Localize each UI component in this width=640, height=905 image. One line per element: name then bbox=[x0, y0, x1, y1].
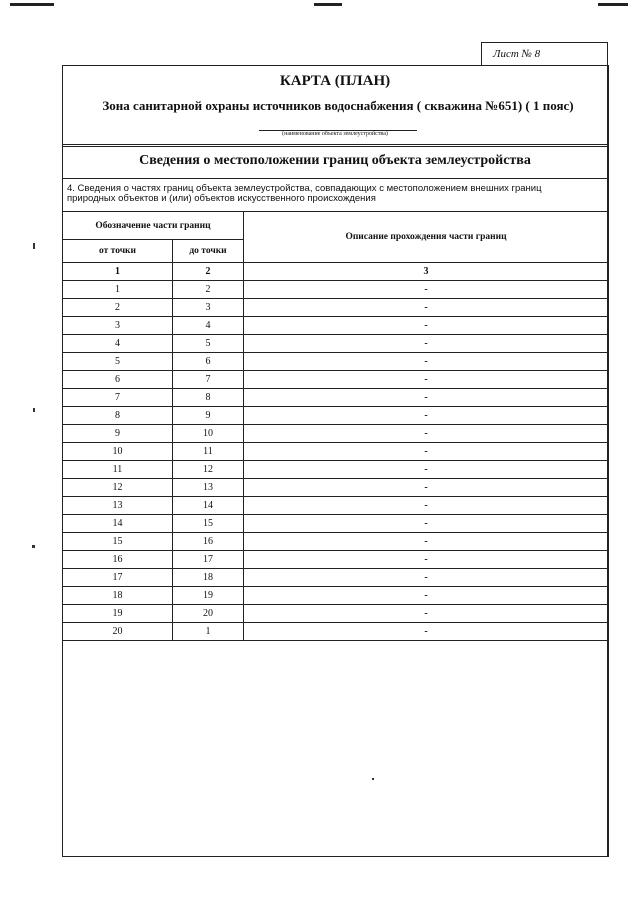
scan-mark-left bbox=[10, 3, 54, 6]
to-point-cell: 10 bbox=[173, 425, 244, 443]
column-number: 2 bbox=[173, 263, 244, 281]
from-point-cell: 19 bbox=[63, 605, 173, 623]
scan-speck bbox=[372, 778, 374, 780]
to-point-cell: 8 bbox=[173, 389, 244, 407]
to-point-cell: 9 bbox=[173, 407, 244, 425]
from-point-cell: 5 bbox=[63, 353, 173, 371]
sheet-number-box bbox=[481, 42, 608, 66]
from-point-cell: 9 bbox=[63, 425, 173, 443]
from-point-cell: 4 bbox=[63, 335, 173, 353]
description-cell: - bbox=[244, 533, 609, 551]
description-cell: - bbox=[244, 281, 609, 299]
from-point-cell: 8 bbox=[63, 407, 173, 425]
object-caption: (наименование объекта землеустройства) bbox=[282, 131, 388, 137]
to-point-cell: 1 bbox=[173, 623, 244, 641]
from-point-cell: 12 bbox=[63, 479, 173, 497]
from-point-cell: 1 bbox=[63, 281, 173, 299]
description-cell: - bbox=[244, 317, 609, 335]
to-point-cell: 11 bbox=[173, 443, 244, 461]
table-row bbox=[63, 371, 609, 389]
scan-speck bbox=[32, 545, 35, 548]
from-point-cell: 20 bbox=[63, 623, 173, 641]
to-point-cell: 19 bbox=[173, 587, 244, 605]
table-row bbox=[63, 623, 609, 641]
from-point-cell: 7 bbox=[63, 389, 173, 407]
table-row bbox=[63, 533, 609, 551]
to-point-cell: 15 bbox=[173, 515, 244, 533]
to-header: до точки bbox=[173, 240, 244, 263]
description-cell: - bbox=[244, 425, 609, 443]
description-cell: - bbox=[244, 461, 609, 479]
from-point-cell: 2 bbox=[63, 299, 173, 317]
from-point-cell: 15 bbox=[63, 533, 173, 551]
description-cell: - bbox=[244, 551, 609, 569]
section-header bbox=[63, 146, 607, 179]
to-point-cell: 14 bbox=[173, 497, 244, 515]
description-cell: - bbox=[244, 299, 609, 317]
table-row bbox=[63, 281, 609, 299]
to-point-cell: 17 bbox=[173, 551, 244, 569]
to-point-cell: 6 bbox=[173, 353, 244, 371]
from-point-cell: 11 bbox=[63, 461, 173, 479]
section-title: Сведения о местоположении границ объекта землеустройства bbox=[139, 153, 531, 168]
from-point-cell: 3 bbox=[63, 317, 173, 335]
description-cell: - bbox=[244, 479, 609, 497]
map-header bbox=[63, 66, 607, 145]
to-point-cell: 13 bbox=[173, 479, 244, 497]
desc-header: Описание прохождения части границ bbox=[244, 212, 609, 263]
from-point-cell: 13 bbox=[63, 497, 173, 515]
table-row bbox=[63, 497, 609, 515]
document-frame bbox=[62, 65, 609, 857]
column-number: 1 bbox=[63, 263, 173, 281]
description-cell: - bbox=[244, 515, 609, 533]
description-cell: - bbox=[244, 497, 609, 515]
table-row bbox=[63, 353, 609, 371]
from-point-cell: 6 bbox=[63, 371, 173, 389]
column-number: 3 bbox=[244, 263, 609, 281]
to-point-cell: 16 bbox=[173, 533, 244, 551]
description-cell: - bbox=[244, 407, 609, 425]
description-cell: - bbox=[244, 569, 609, 587]
sheet-number-label: Лист № 8 bbox=[493, 48, 541, 60]
table-row bbox=[63, 551, 609, 569]
description-cell: - bbox=[244, 371, 609, 389]
table-row bbox=[63, 335, 609, 353]
table-row bbox=[63, 317, 609, 335]
to-point-cell: 7 bbox=[173, 371, 244, 389]
table-row bbox=[63, 587, 609, 605]
table-row bbox=[63, 299, 609, 317]
from-point-cell: 17 bbox=[63, 569, 173, 587]
to-point-cell: 12 bbox=[173, 461, 244, 479]
description-cell: - bbox=[244, 353, 609, 371]
table-row bbox=[63, 461, 609, 479]
map-subtitle: Зона санитарной охраны источников водоснабжения ( скважина №651) ( 1 пояс) bbox=[102, 98, 574, 113]
table-row bbox=[63, 389, 609, 407]
map-title: КАРТА (ПЛАН) bbox=[279, 73, 391, 89]
part-4-description: 4. Сведения о частях границ объекта землеустройства, совпадающих с местоположением внешних границ природных объектов и (или) объектов искусственного происхождения bbox=[67, 183, 542, 204]
from-point-cell: 14 bbox=[63, 515, 173, 533]
from-point-cell: 18 bbox=[63, 587, 173, 605]
table-row bbox=[63, 605, 609, 623]
scan-speck bbox=[33, 243, 35, 249]
description-cell: - bbox=[244, 605, 609, 623]
table-row bbox=[63, 407, 609, 425]
to-point-cell: 3 bbox=[173, 299, 244, 317]
table-row bbox=[63, 443, 609, 461]
to-point-cell: 4 bbox=[173, 317, 244, 335]
scan-mark-center bbox=[314, 3, 342, 6]
scan-speck bbox=[33, 408, 35, 412]
table-row bbox=[63, 479, 609, 497]
boundary-parts-table bbox=[62, 211, 609, 641]
description-cell: - bbox=[244, 587, 609, 605]
to-point-cell: 20 bbox=[173, 605, 244, 623]
description-cell: - bbox=[244, 623, 609, 641]
to-point-cell: 18 bbox=[173, 569, 244, 587]
description-cell: - bbox=[244, 389, 609, 407]
table-row bbox=[63, 515, 609, 533]
to-point-cell: 2 bbox=[173, 281, 244, 299]
table-row bbox=[63, 425, 609, 443]
scan-mark-right bbox=[598, 3, 628, 6]
from-point-cell: 10 bbox=[63, 443, 173, 461]
boundary-parts-table-wrapper bbox=[62, 211, 608, 641]
from-header: от точки bbox=[63, 240, 173, 263]
description-cell: - bbox=[244, 335, 609, 353]
group-header: Обозначение части границ bbox=[63, 212, 244, 240]
from-point-cell: 16 bbox=[63, 551, 173, 569]
description-cell: - bbox=[244, 443, 609, 461]
column-number-row bbox=[63, 263, 609, 281]
table-row bbox=[63, 569, 609, 587]
to-point-cell: 5 bbox=[173, 335, 244, 353]
